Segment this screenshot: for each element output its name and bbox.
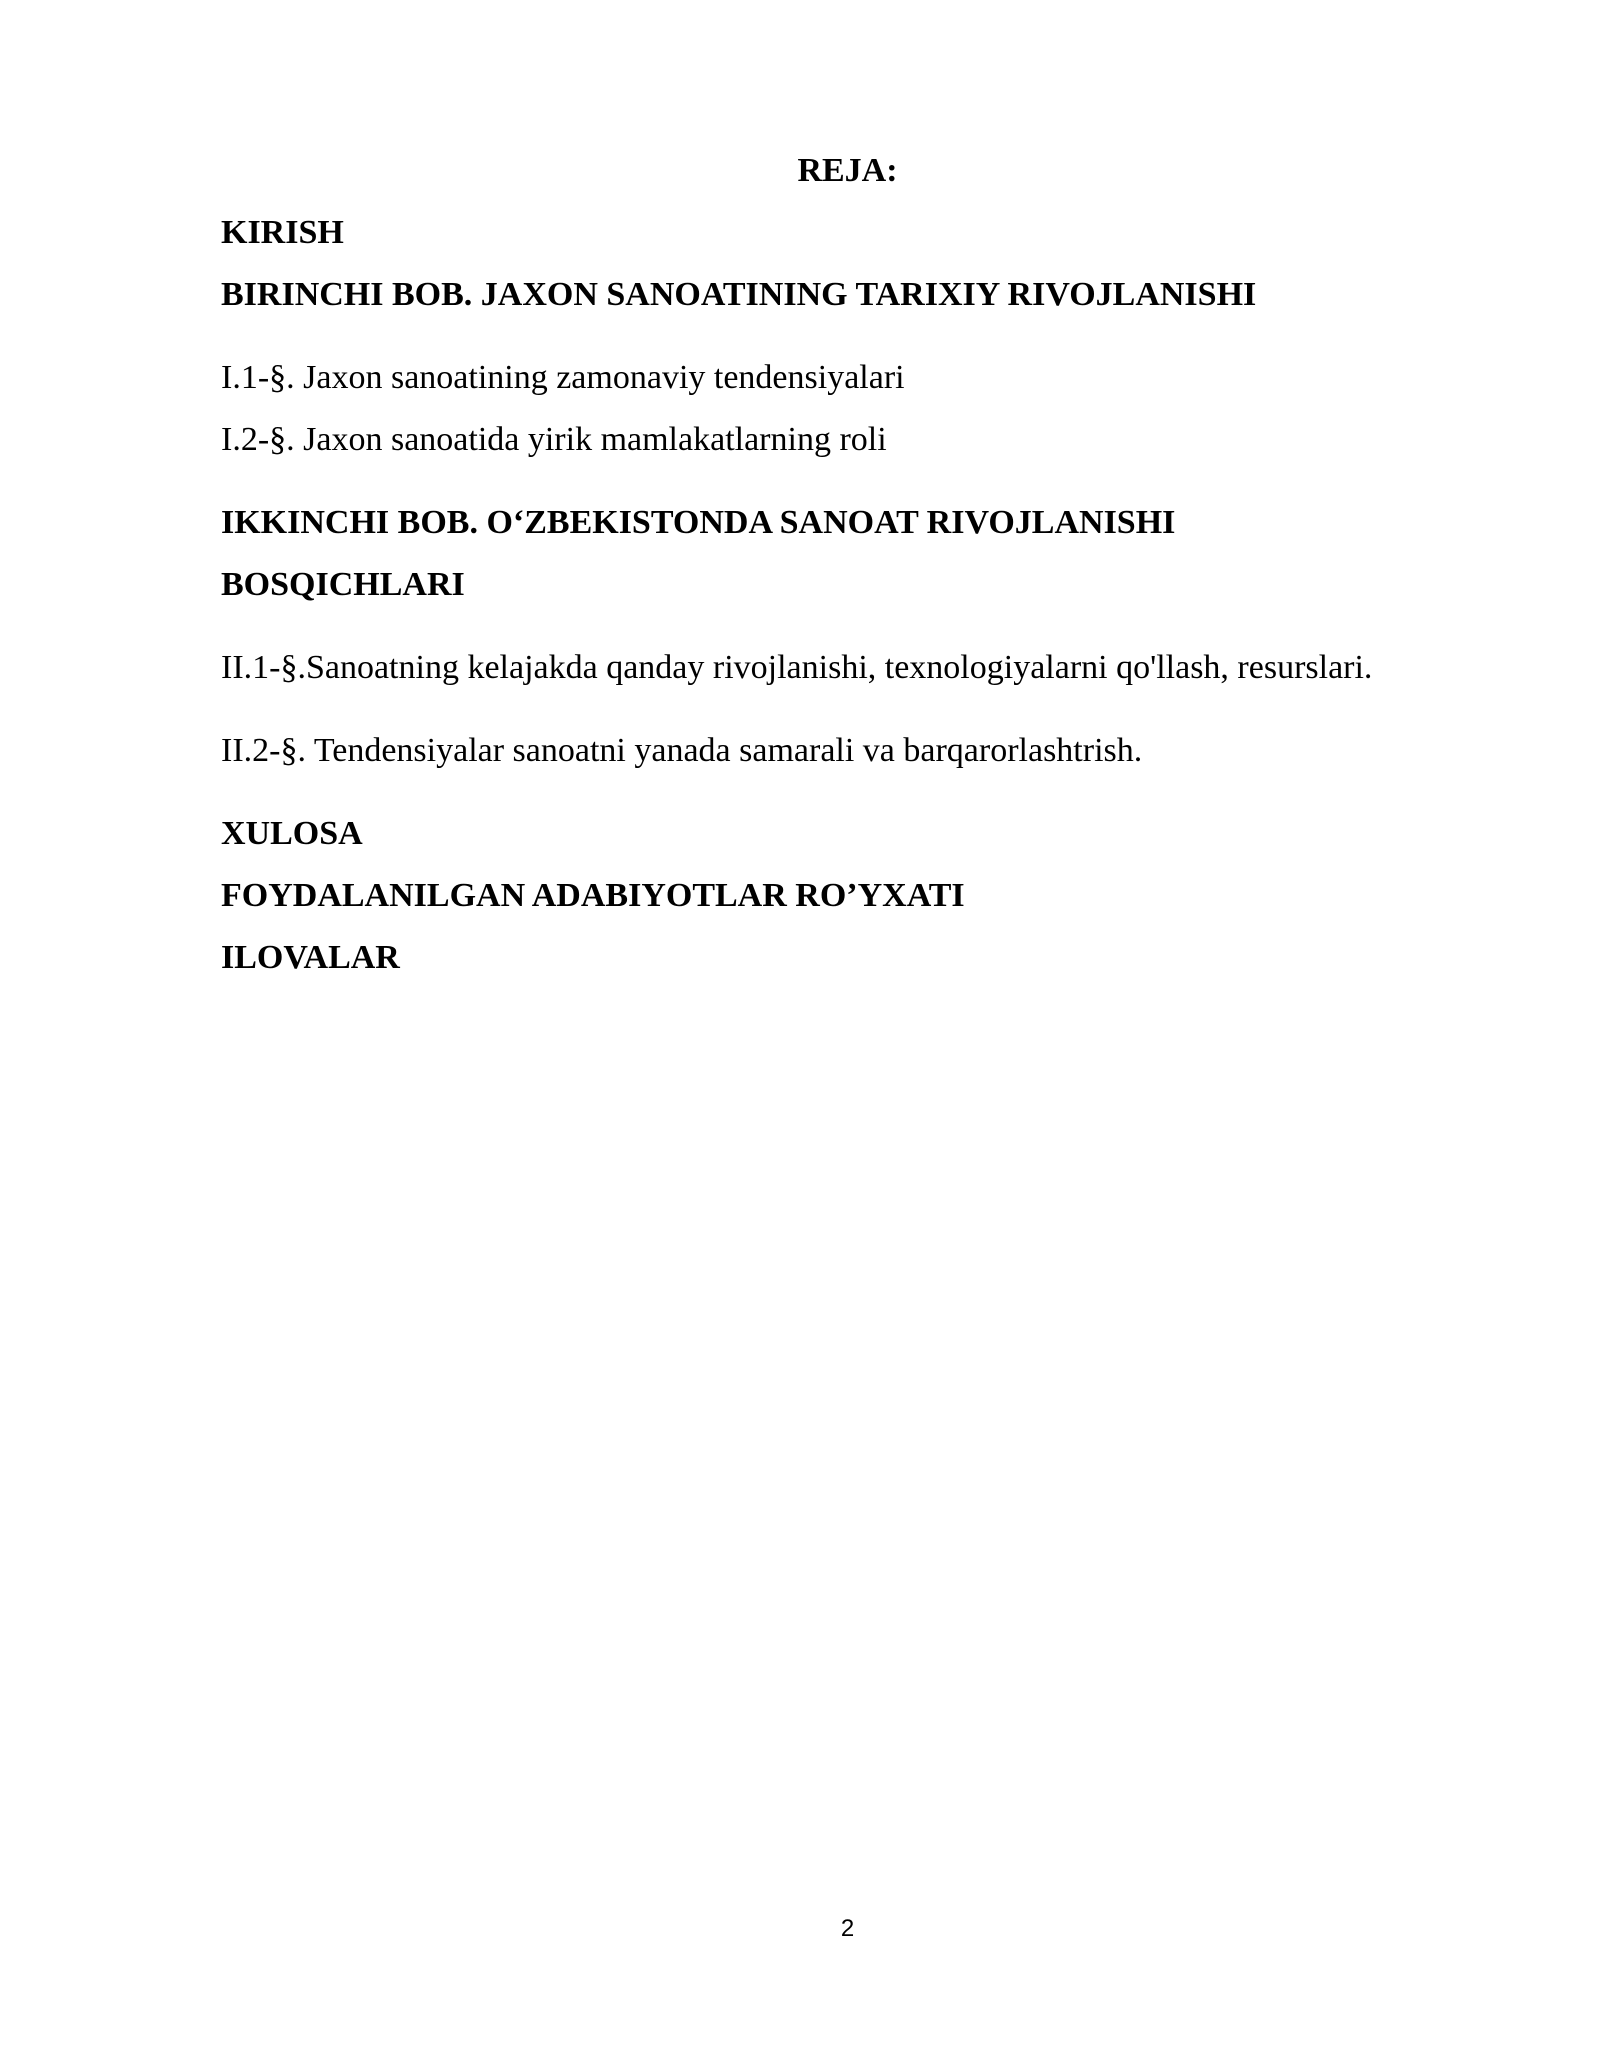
toc-chapter-2: IKKINCHI BOB. O‘ZBEKISTONDA SANOAT RIVOJLANISHI	[221, 504, 1176, 541]
toc-item-references: FOYDALANILGAN ADABIYOTLAR RO’YXATI	[221, 877, 965, 914]
toc-section-1-2: I.2-§. Jaxon sanoatida yirik mamlakatlarning roli	[221, 421, 887, 458]
toc-chapter-1: BIRINCHI BOB. JAXON SANOATINING TARIXIY RIVOJLANISHI	[221, 276, 1257, 313]
toc-section-2-2: II.2-§. Tendensiyalar sanoatni yanada samarali va barqarorlashtrish.	[221, 732, 1143, 769]
toc-item-appendices: ILOVALAR	[221, 939, 400, 976]
toc-section-1-1: I.1-§. Jaxon sanoatining zamonaviy tendensiyalari	[221, 359, 905, 396]
page-number: 2	[840, 1915, 855, 1942]
toc-section-2-1: II.1-§.Sanoatning kelajakda qanday rivojlanishi, texnologiyalarni qo'llash, resurslari.	[221, 649, 1373, 686]
toc-chapter-2-continued: BOSQICHLARI	[221, 566, 465, 603]
toc-item-conclusion: XULOSA	[221, 815, 363, 852]
toc-item-introduction: KIRISH	[221, 214, 344, 251]
page-title: REJA:	[797, 152, 898, 189]
